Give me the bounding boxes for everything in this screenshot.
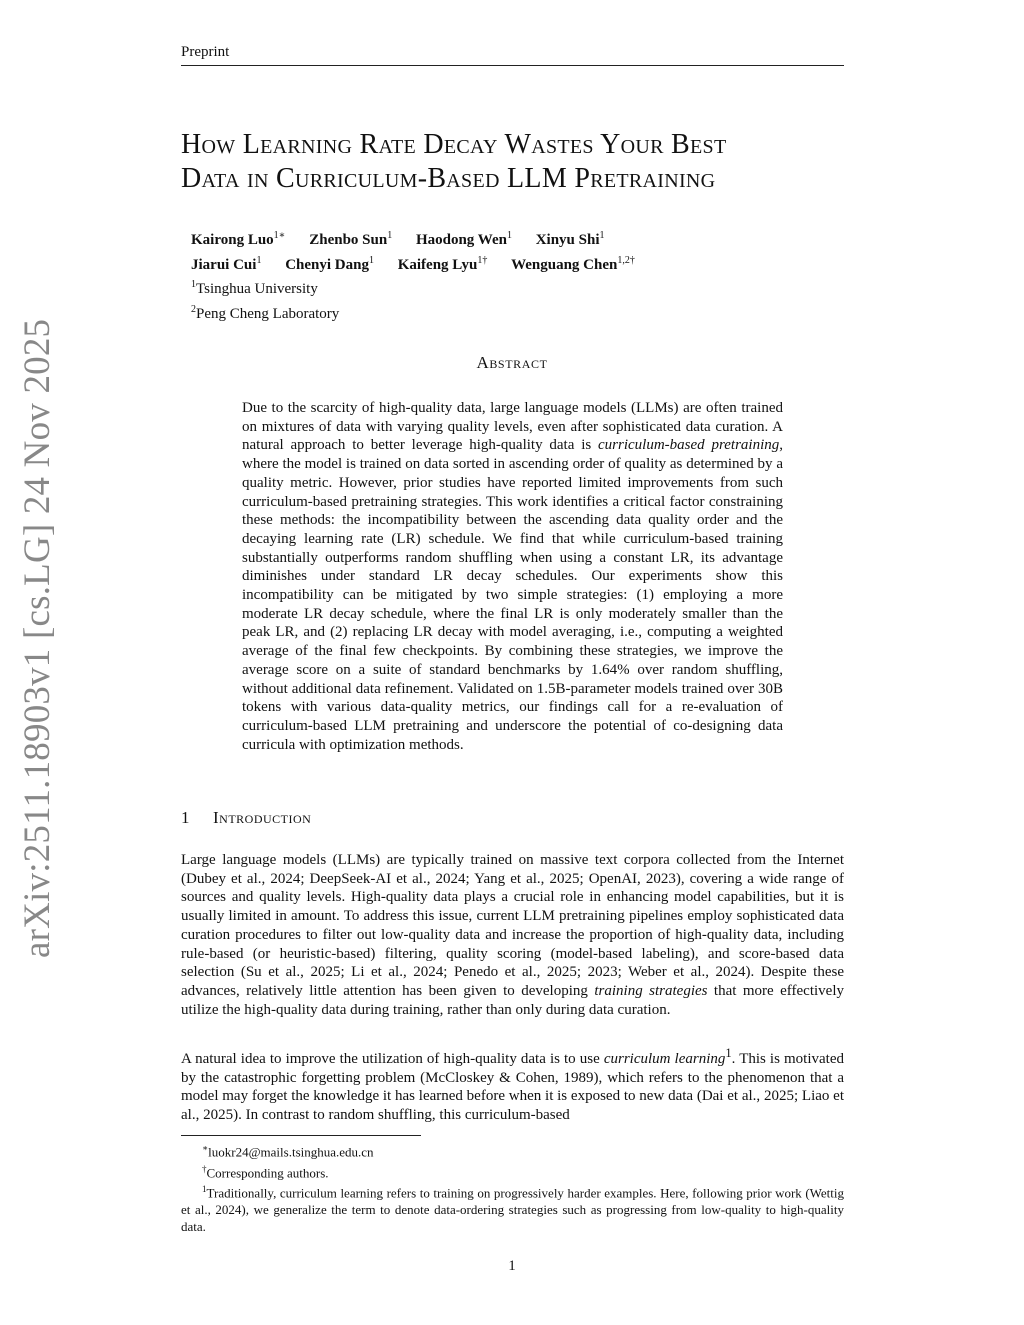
running-header: Preprint	[181, 44, 230, 60]
paper-title	[181, 128, 861, 196]
author: Haodong Wen$^1$	[415, 230, 512, 248]
author: Wenguang Chen$^{1,2\dagger}$	[511, 254, 635, 273]
title-line-1: How Learning Rate Decay Wastes Your Best	[181, 129, 727, 160]
intro-paragraph-1: Large language models (LLMs) are typically trained on massive text corpora collected from the Internet (Dubey et al., 2024; DeepSeek-AI et al., 2024; Yang et al., 2025; OpenAI, 2023), covering a wide range of sources and quality levels. High-quality data plays a crucial role in enhancing model capabilities, but it is usually limited in amount. To address this issue, current LLM pretraining pipelines employ sophisticated data curation procedures to filter out low-quality data and increase the proportion of high-quality data, including rule-based (or heuristic-based) filtering, quality scoring (model-based labeling), and score-based data selection (Su et al., 2025; Li et al., 2024; Penedo et al., 2025; 2023; Weber et al., 2024). Despite these advances, relatively little attention has been given to developing training strategies that more effectively utilize the high-quality data during training, rather than only during data curation.	[181, 852, 845, 1018]
author: Chenyi Dang$^1$	[285, 254, 374, 273]
footnote-rule	[181, 1135, 421, 1136]
footnote: $^1$Traditionally, curriculum learning refers to training on progressively harder examples. Here, following prior work (Wettig et al., 2024), we generalize the term to denote data-ordering strategies such as progressing from low-quality to high-quality data.	[181, 1184, 844, 1234]
author-row-1	[191, 226, 655, 251]
intro-paragraph-2: A natural idea to improve the utilization of high-quality data is to use curriculum learning$^1$. This is motivated by the catastrophic forgetting problem (McCloskey & Cohen, 1989), which refers to the phenomenon that a model may forget the knowledge it has learned before when it is exposed to new data (Dai et al., 2025; Liao et al., 2025). In contrast to random shuffling, this curriculum-based	[181, 1046, 844, 1124]
abstract-heading: Abstract	[476, 353, 548, 372]
author-row-2	[191, 251, 655, 276]
arxiv-identifier: arXiv:2511.18903v1 [cs.LG] 24 Nov 2025	[17, 318, 58, 958]
page-number: 1	[508, 1258, 516, 1274]
header-rule	[181, 65, 844, 66]
author-block	[191, 226, 655, 324]
section-number: 1	[181, 808, 190, 827]
author: Zhenbo Sun$^1$	[309, 230, 393, 248]
abstract-body: Due to the scarcity of high-quality data, large language models (LLMs) are often trained on mixtures of data with varying quality levels, even after sophisticated data curation. A natural approach to better leverage high-quality data is curriculum-based pretraining, where the model is trained on data sorted in ascending order of quality as determined by a quality metric. However, prior studies have reported limited improvements from such curriculum-based pretraining strategies. This work identifies a critical factor constraining these methods: the incompatibility between the ascending data quality order and the decaying learning rate (LR) schedule. We find that while curriculum-based training substantially outperforms random shuffling when using a constant LR, its advantage diminishes under standard LR decay schedules. Our experiments show this incompatibility can be mitigated by two simple strategies: (1) employing a more moderate LR decay schedule, where the final LR is only moderately smaller than the peak LR, and (2) replacing LR decay with model averaging, i.e., computing a weighted average of the final few checkpoints. By combining these strategies, we improve the average score on a suite of standard benchmarks by 1.64% over random shuffling, without additional data refinement. Validated on 1.5B-parameter models trained over 30B tokens with various data-quality metrics, our findings call for a re-evaluation of curriculum-based LLM pretraining and underscore the potential of co-designing data curricula with optimization methods.	[242, 400, 784, 753]
title-line-2: Data in Curriculum-Based LLM Pretraining	[181, 163, 716, 194]
author: Kairong Luo$^{1∗}$	[191, 230, 286, 248]
affiliation: $^1$Tsinghua University	[191, 279, 318, 297]
footnotes	[181, 1140, 844, 1235]
author: Kaifeng Lyu$^{1\dagger}$	[397, 254, 488, 273]
footnote: †Corresponding authors.	[202, 1163, 329, 1181]
author: Jiarui Cui$^1$	[191, 254, 262, 273]
section-heading-introduction	[181, 808, 311, 828]
section-title: Introduction	[213, 808, 312, 827]
footnote-marker: 1	[725, 1046, 732, 1060]
footnote: ∗luokr24@mails.tsinghua.edu.cn	[202, 1143, 374, 1160]
affiliation: $^2$Peng Cheng Laboratory	[191, 303, 340, 322]
author: Xinyu Shi$^1$	[535, 230, 605, 248]
